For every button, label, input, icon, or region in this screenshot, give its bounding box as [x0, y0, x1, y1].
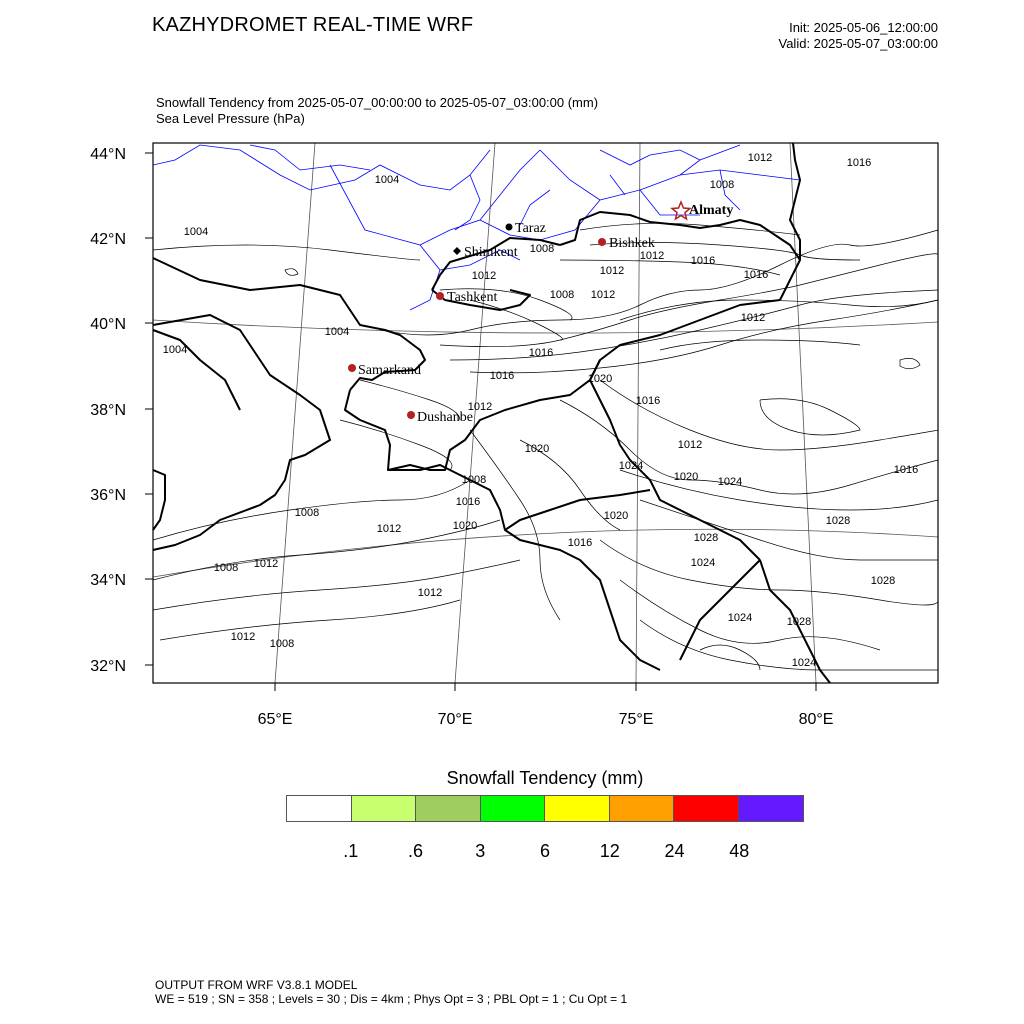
lat-label: 34°N	[90, 572, 126, 589]
contour-label: 1012	[590, 289, 616, 301]
city-label-bishkek: Bishkek	[609, 236, 655, 251]
colorbar-tick-label: .1	[343, 841, 359, 861]
contour-label: 1020	[587, 373, 613, 385]
lon-label: 80°E	[798, 711, 834, 728]
contour-label: 1012	[376, 523, 402, 535]
city-dot-tashkent	[436, 292, 444, 300]
contour-label: 1004	[374, 174, 400, 186]
contour-label: 1012	[230, 631, 256, 643]
latitude-labels	[90, 146, 126, 675]
lat-label: 42°N	[90, 231, 126, 248]
colorbar-swatch	[674, 796, 739, 821]
contour-label: 1028	[786, 616, 812, 628]
colorbar-swatch	[352, 796, 417, 821]
contour-label: 1016	[893, 464, 919, 476]
country-borders	[153, 143, 830, 683]
city-labels	[358, 203, 733, 425]
footer-line-2: WE = 519 ; SN = 358 ; Levels = 30 ; Dis = 4km ; Phys Opt = 3 ; PBL Opt = 1 ; Cu Opt = 1	[155, 992, 628, 1006]
contour-label: 1024	[727, 612, 753, 624]
init-time: Init: 2025-05-06_12:00:00	[789, 20, 938, 35]
contour-label: 1024	[791, 657, 817, 669]
longitude-labels	[258, 711, 834, 728]
contour-label: 1008	[549, 289, 575, 301]
city-dot-bishkek	[598, 238, 606, 246]
contour-label: 1016	[846, 157, 872, 169]
colorbar-swatch	[287, 796, 352, 821]
field-line-1: Snowfall Tendency from 2025-05-07_00:00:00 to 2025-05-07_03:00:00 (mm)	[156, 95, 599, 110]
contour-label: 1020	[452, 520, 478, 532]
contour-label: 1016	[743, 269, 769, 281]
lon-label: 65°E	[257, 711, 293, 728]
colorbar-swatch	[481, 796, 546, 821]
contour-label: 1024	[690, 557, 716, 569]
lat-label: 36°N	[90, 487, 126, 504]
contour-label: 1024	[618, 460, 644, 472]
contour-label: 1012	[599, 265, 625, 277]
contour-label: 1020	[673, 471, 699, 483]
colorbar-tick-label: 12	[599, 841, 620, 861]
page-title: KAZHYDROMET REAL-TIME WRF	[152, 14, 474, 36]
colorbar-title: Snowfall Tendency (mm)	[446, 768, 644, 788]
lon-label: 70°E	[437, 711, 473, 728]
lat-label: 38°N	[90, 402, 126, 419]
lat-label: 40°N	[90, 316, 126, 333]
contour-label: 1020	[603, 510, 629, 522]
lat-label: 44°N	[90, 146, 126, 163]
contour-label: 1024	[717, 476, 743, 488]
colorbar-tick-label: 6	[539, 841, 550, 861]
footer-line-1: OUTPUT FROM WRF V3.8.1 MODEL	[155, 978, 358, 992]
model-footer	[155, 978, 627, 1006]
contour-label: 1028	[825, 515, 851, 527]
contour-label: 1016	[455, 496, 481, 508]
contour-label: 1016	[567, 537, 593, 549]
city-dot-taraz	[506, 224, 513, 231]
colorbar-swatch	[610, 796, 675, 821]
contour-label: 1028	[693, 532, 719, 544]
colorbar-tick-label: 3	[475, 841, 486, 861]
colorbar-swatch	[545, 796, 610, 821]
city-diamond-shimkent	[453, 247, 461, 255]
colorbar-tick-label: 48	[729, 841, 750, 861]
city-label-almaty: Almaty	[689, 203, 734, 218]
contour-label: 1016	[635, 395, 661, 407]
colorbar-swatch	[416, 796, 481, 821]
contour-label: 1004	[183, 226, 209, 238]
city-label-taraz: Taraz	[515, 221, 546, 236]
contour-label: 1028	[870, 575, 896, 587]
contour-label: 1020	[524, 443, 550, 455]
city-label-dushanbe: Dushanbe	[417, 410, 473, 425]
contour-label: 1016	[489, 370, 515, 382]
field-description	[156, 95, 598, 127]
city-dot-dushanbe	[407, 411, 415, 419]
contour-label: 1016	[690, 255, 716, 267]
lat-label: 32°N	[90, 658, 126, 675]
colorbar-tick-label: 24	[664, 841, 685, 861]
contour-label: 1012	[471, 270, 497, 282]
contour-label: 1012	[747, 152, 773, 164]
colorbar-swatch	[739, 796, 804, 821]
contour-label: 1004	[162, 344, 188, 356]
contour-label: 1008	[709, 179, 735, 191]
valid-time: Valid: 2025-05-07_03:00:00	[778, 36, 938, 51]
contour-label: 1008	[294, 507, 320, 519]
contour-label: 1016	[528, 347, 554, 359]
contour-label: 1012	[253, 558, 279, 570]
colorbar	[286, 795, 804, 822]
contour-label: 1012	[467, 401, 493, 413]
city-dot-samarkand	[348, 364, 356, 372]
contour-label: 1012	[639, 250, 665, 262]
colorbar-tick-label: .6	[407, 841, 423, 861]
city-label-samarkand: Samarkand	[358, 363, 421, 378]
contour-label: 1008	[461, 474, 487, 486]
contour-label: 1008	[269, 638, 295, 650]
contour-label: 1012	[740, 312, 766, 324]
field-line-2: Sea Level Pressure (hPa)	[156, 111, 305, 126]
lon-label: 75°E	[618, 711, 654, 728]
run-times	[779, 20, 939, 52]
contour-label: 1008	[529, 243, 555, 255]
city-label-tashkent: Tashkent	[447, 290, 498, 305]
contour-label: 1008	[213, 562, 239, 574]
city-label-shimkent: Shimkent	[464, 245, 518, 260]
contour-label: 1004	[324, 326, 350, 338]
star-icon	[672, 202, 690, 219]
contour-label: 1012	[677, 439, 703, 451]
contour-label: 1012	[417, 587, 443, 599]
